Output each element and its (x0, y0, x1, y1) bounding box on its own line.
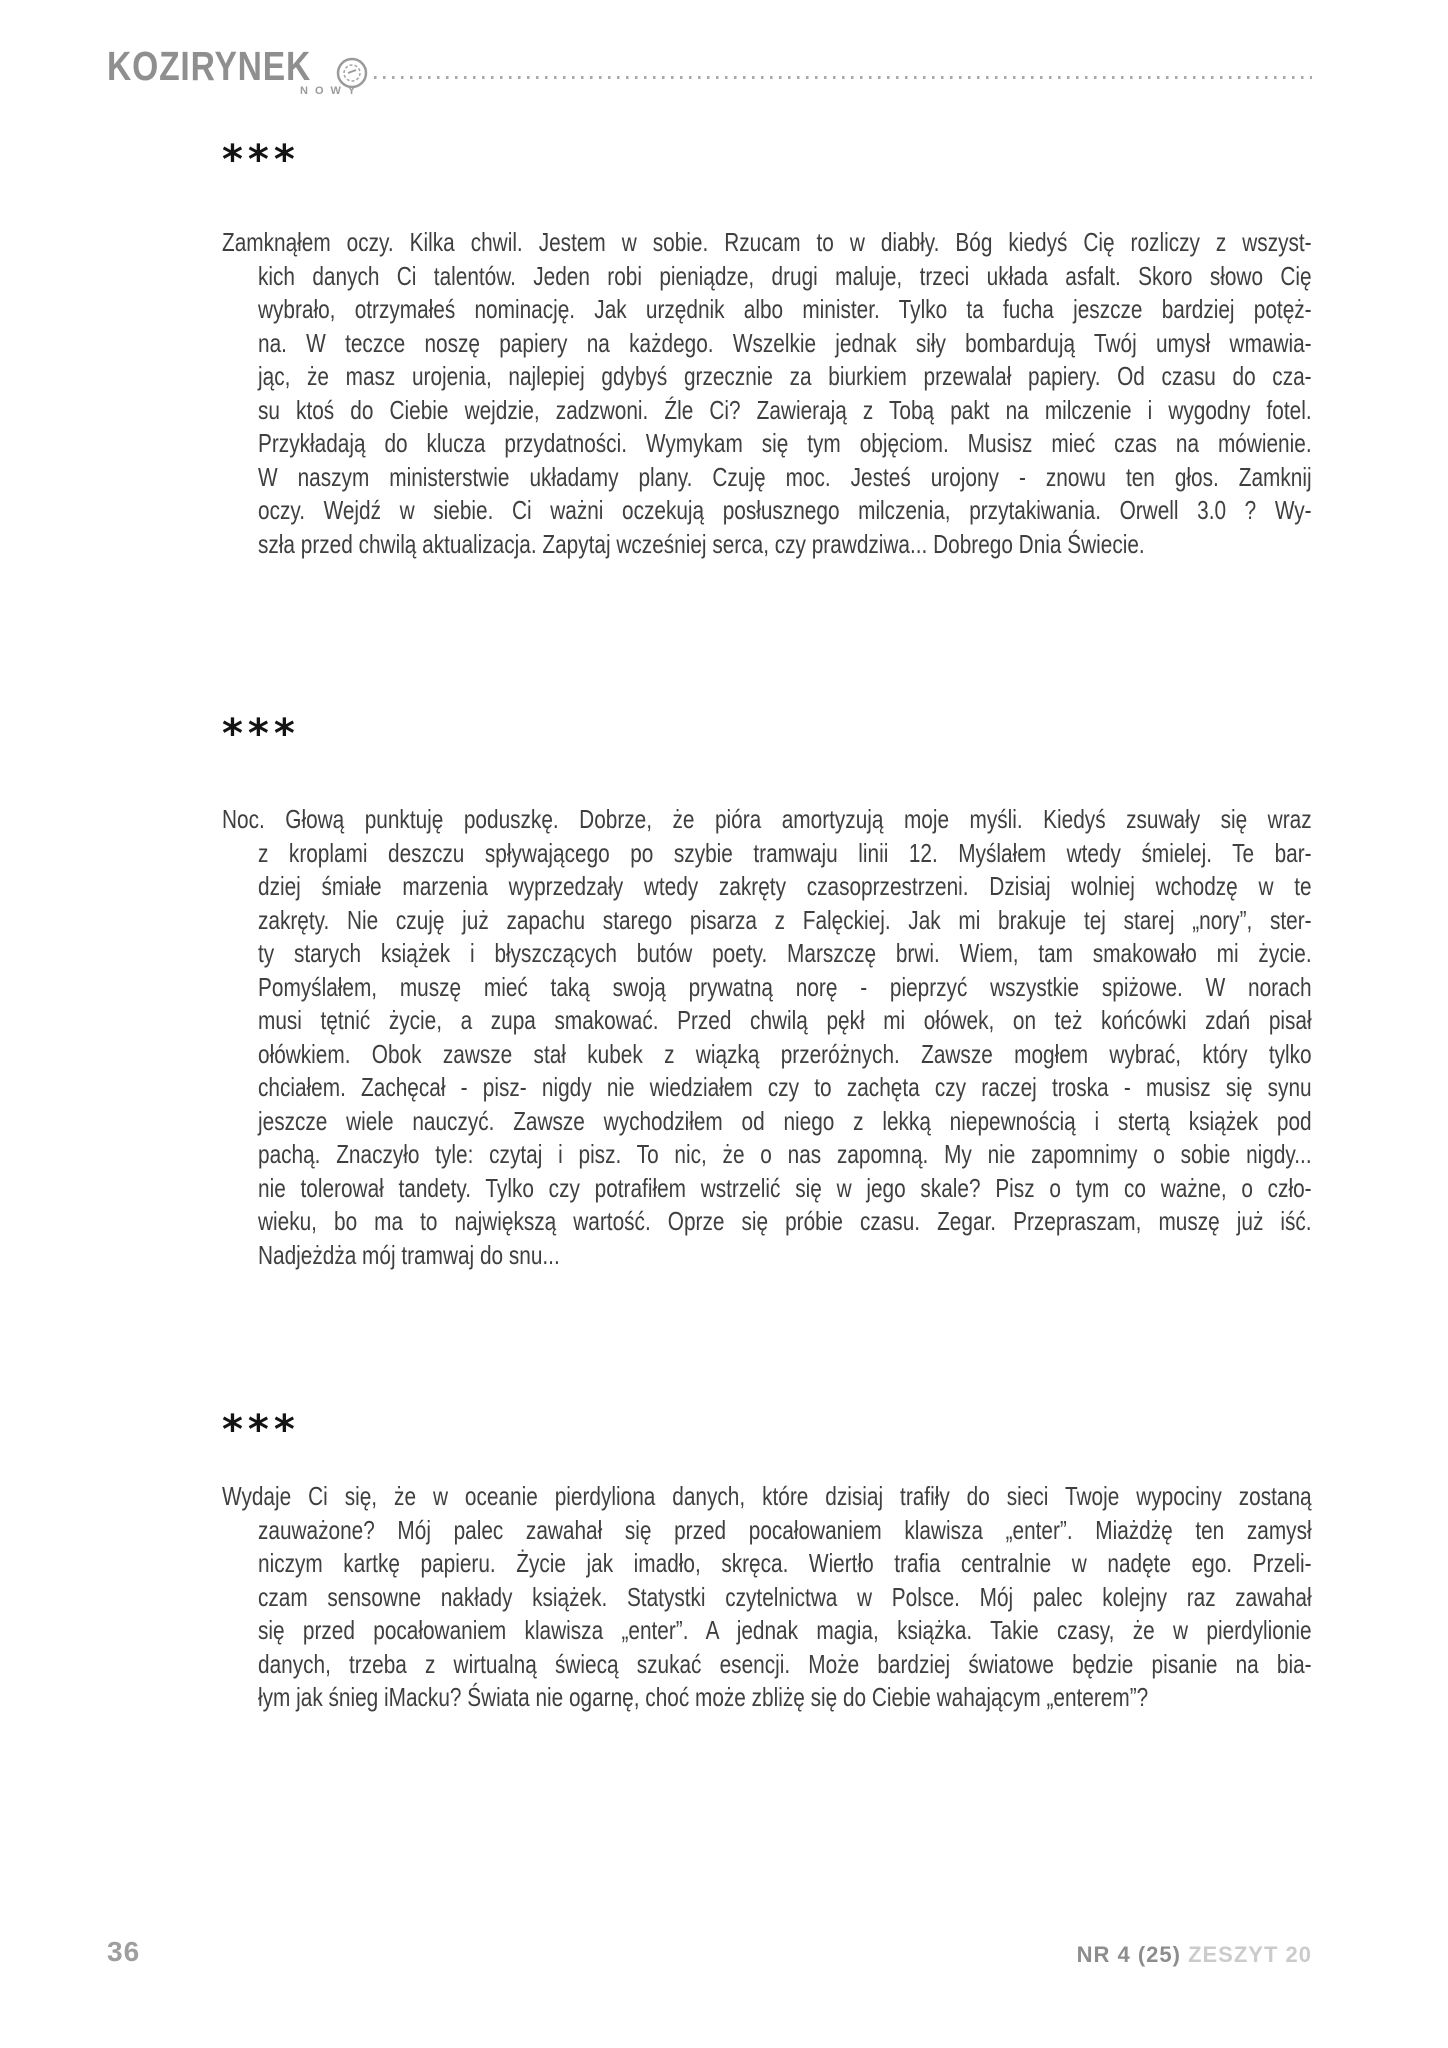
text-line: łym jak śnieg iMacku? Świata nie ogarnę, choć może zbliżę się do Ciebie wahającym „enterem”? (258, 1682, 1149, 1712)
text-line: na. W teczce noszę papiery na każdego. Wszelkie jednak siły bombardują Twój umysł wmawia- (258, 327, 1312, 358)
text-line: Nadjeżdża mój tramwaj do snu... (258, 1239, 560, 1270)
text-line: zakręty. Nie czuję już zapachu starego pisarza z Falęckiej. Jak mi brakuje tej starej „nory”, ster- (258, 904, 1312, 935)
paragraph-3 (222, 1480, 1312, 1715)
text-line: kich danych Ci talentów. Jeden robi pieniądze, drugi maluje, trzeci układa asfalt. Skoro słowo Cię (258, 260, 1312, 291)
text-line: musi tętnić życie, a zupa smakować. Przed chwilą pękł mi ołówek, on też końcówki zdań pisał (258, 1005, 1312, 1035)
text-line: ołówkiem. Obok zawsze stał kubek z wiązką przeróżnych. Zawsze mogłem wybrać, który tylko (258, 1038, 1312, 1069)
text-line: niczym kartkę papieru. Życie jak imadło, skręca. Wiertło trafia centralnie w nadęte ego. Przeli- (258, 1548, 1312, 1578)
text-line: ty starych książek i błyszczących butów poety. Marszczę brwi. Wiem, tam smakowało mi życie. (258, 938, 1312, 968)
logo-kozirynek: KOZIRYNEK (107, 43, 312, 89)
text-line: szła przed chwilą aktualizacja. Zapytaj wcześniej serca, czy prawdziwa... Dobrego Dnia Świecie. (258, 528, 1145, 559)
text-line: czam sensowne nakłady książek. Statystki czytelnictwa w Polsce. Mój palec kolejny raz zawahał (258, 1581, 1312, 1612)
text-line: nie tolerował tandety. Tylko czy potrafiłem wstrzelić się w jego skale? Pisz o tym co ważne, o czło- (258, 1172, 1312, 1203)
dotted-rule (374, 76, 1312, 79)
text-line: wybrało, otrzymałeś nominację. Jak urzędnik albo minister. Tylko ta fucha jeszcze bardziej potęż- (258, 294, 1312, 324)
paragraph-2 (222, 803, 1312, 1272)
text-line: chciałem. Zachęcał - pisz- nigdy nie wiedziałem czy to zachęta czy raczej troska - musisz się synu (258, 1072, 1312, 1102)
footer-issue-info (1077, 1944, 1312, 1966)
text-line: W naszym ministerstwie układamy plany. Czuję moc. Jesteś urojony - znowu ten głos. Zamknij (258, 461, 1312, 492)
text-line: Zamknąłem oczy. Kilka chwil. Jestem w sobie. Rzucam to w diabły. Bóg kiedyś Cię rozliczy z wszyst- (222, 227, 1312, 257)
text-line: z kroplami deszczu spływającego po szybie tramwaju linii 12. Myślałem wtedy śmielej. Te bar- (258, 837, 1312, 868)
text-line: oczy. Wejdź w siebie. Ci ważni oczekują posłusznego milczenia, przytakiwania. Orwell 3.0 ? Wy- (258, 495, 1312, 525)
text-line: jąc, że masz urojenia, najlepiej gdybyś grzecznie za biurkiem przewalał papiery. Od czasu do cza- (258, 361, 1312, 391)
section-marker-3: *** (222, 1407, 300, 1453)
text-line: Pomyślałem, muszę mieć taką swoją prywatną norę - pieprzyć wszystkie spiżowe. W norach (258, 971, 1312, 1002)
text-line: Wydaje Ci się, że w oceanie pierdyliona danych, które dzisiaj trafiły do sieci Twoje wypociny zostaną (222, 1481, 1312, 1511)
text-line: Noc. Głową punktuję poduszkę. Dobrze, że pióra amortyzują moje myśli. Kiedyś zsuwały się wraz (222, 804, 1312, 834)
text-line: Przykładają do klucza przydatności. Wymykam się tym objęciom. Musisz mieć czas na mówienie. (258, 428, 1312, 458)
issue-number: NR 4 (25) (1076, 1942, 1181, 1967)
text-line: jeszcze wiele nauczyć. Zawsze wychodziłem od niego z lekką niepewnością i stertą książek pod (258, 1105, 1312, 1136)
text-line: zauważone? Mój palec zawahał się przed pocałowaniem klawisza „enter”. Miażdżę ten zamysł (258, 1514, 1312, 1545)
logo-subtitle: NOWY (300, 85, 363, 97)
text-line: wieku, bo ma to największą wartość. Oprze się próbie czasu. Zegar. Przepraszam, muszę już iść. (258, 1206, 1312, 1236)
section-marker-2: *** (222, 711, 300, 757)
section-marker-1: *** (222, 137, 300, 183)
text-line: się przed pocałowaniem klawisza „enter”. A jednak magia, książka. Takie czasy, że w pierdylionie (258, 1615, 1312, 1645)
paragraph-1 (222, 226, 1312, 561)
text-line: pachą. Znaczyło tyle: czytaj i pisz. To nic, że o nas zapomną. My nie zapomnimy o sobie nigdy... (258, 1139, 1312, 1169)
text-line: su ktoś do Ciebie wejdzie, zadzwoni. Źle Ci? Zawierają z Tobą pakt na milczenie i wygodny fotel. (258, 394, 1312, 425)
text-line: danych, trzeba z wirtualną świecą szukać esencji. Może bardziej światowe będzie pisanie na bia- (258, 1648, 1312, 1679)
text-line: dziej śmiałe marzenia wyprzedzały wtedy zakręty czasoprzestrzeni. Dzisiaj wolniej wchodzę w te (258, 871, 1312, 901)
issue-zeszyt: ZESZYT 20 (1180, 1942, 1312, 1967)
page-number: 36 (107, 1936, 141, 1967)
